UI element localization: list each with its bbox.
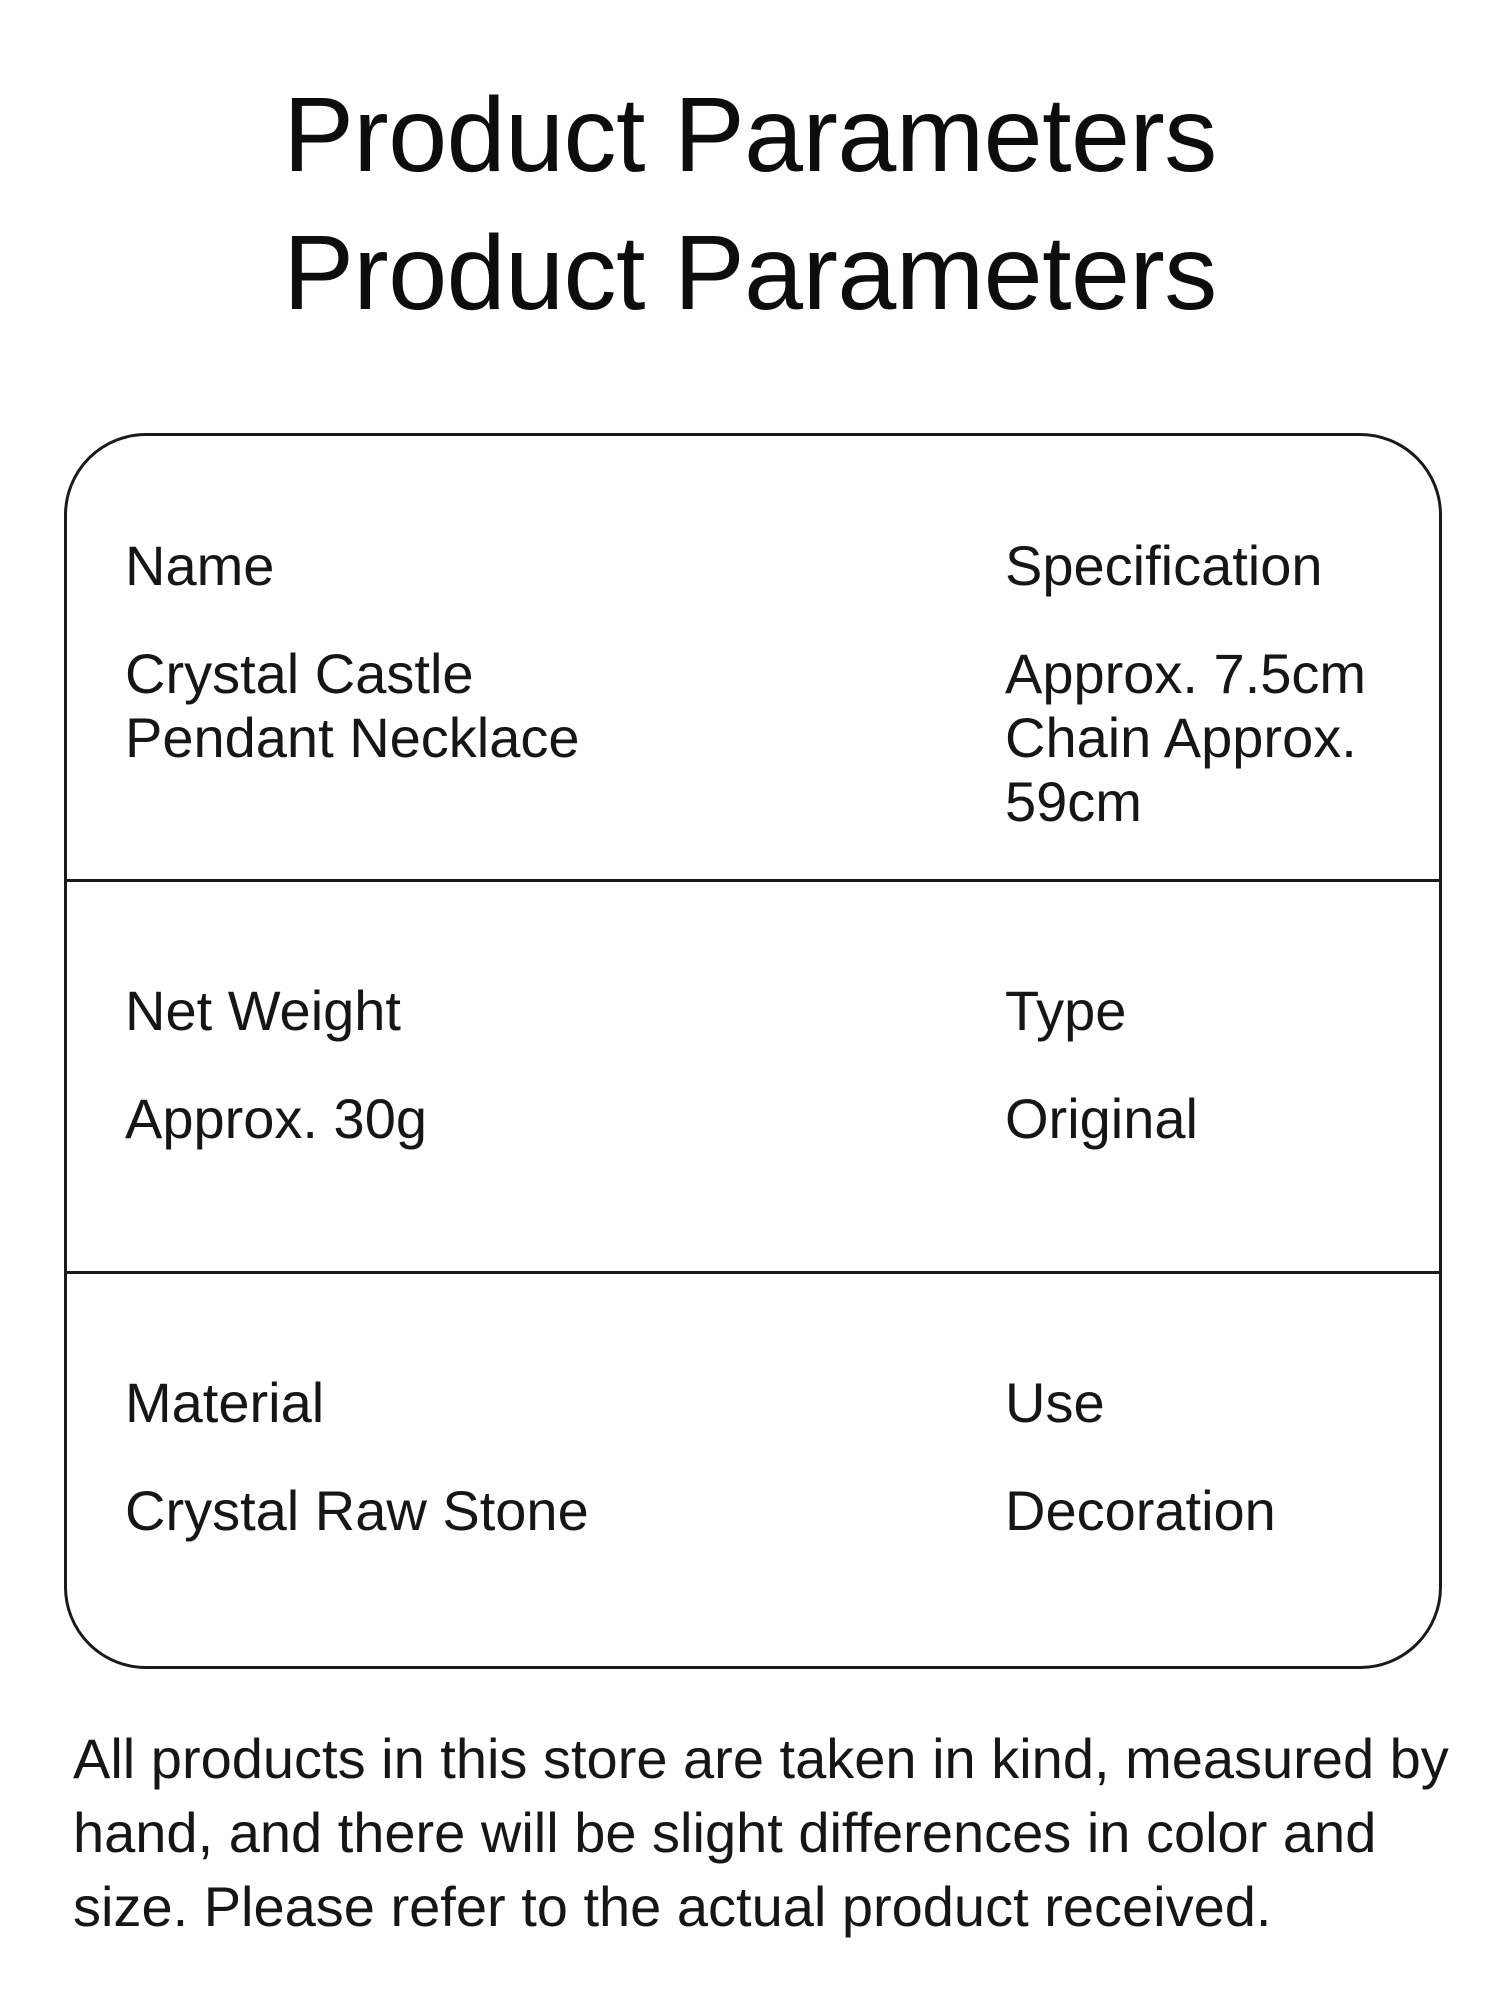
parameter-label-type: Type <box>1005 979 1127 1042</box>
parameter-row-weight-type <box>67 881 1439 1273</box>
parameters-card <box>64 433 1442 1669</box>
parameter-value-specification: Approx. 7.5cm Chain Approx. 59cm <box>1005 642 1367 833</box>
parameter-value-use: Decoration <box>1005 1479 1276 1542</box>
page-title-repeat: Product Parameters <box>283 214 1217 332</box>
parameter-cell-type <box>1005 979 1425 1151</box>
disclaimer-text: All products in this store are taken in kind, measured by hand, and there will be slight differences in color and size. Please refer to the actual product received. <box>73 1727 1449 1938</box>
parameter-cell-material <box>125 1371 885 1543</box>
parameter-cell-net-weight <box>125 979 885 1151</box>
parameter-label-name: Name <box>125 534 275 597</box>
parameter-label-material: Material <box>125 1371 325 1434</box>
parameter-value-material: Crystal Raw Stone <box>125 1479 589 1542</box>
parameter-value-name: Crystal Castle Pendant Necklace <box>125 642 580 769</box>
parameter-cell-name <box>125 534 885 770</box>
parameter-cell-use <box>1005 1371 1425 1543</box>
parameter-value-net-weight: Approx. 30g <box>125 1087 427 1150</box>
parameter-label-net-weight: Net Weight <box>125 979 401 1042</box>
parameter-row-name-spec <box>67 436 1439 881</box>
parameter-value-type: Original <box>1005 1087 1198 1150</box>
parameter-label-specification: Specification <box>1005 534 1323 597</box>
page-title: Product Parameters <box>283 76 1217 194</box>
parameter-cell-specification <box>1005 534 1425 834</box>
parameter-row-material-use <box>67 1273 1439 1666</box>
parameter-label-use: Use <box>1005 1371 1105 1434</box>
